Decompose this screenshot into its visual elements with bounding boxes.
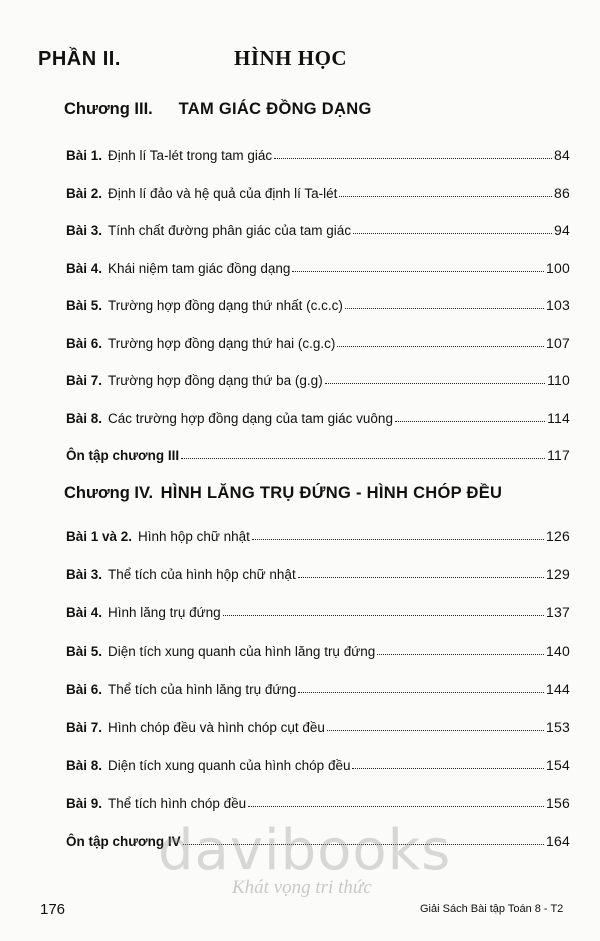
- lesson-title: Khái niệm tam giác đồng dạng: [108, 261, 291, 276]
- dot-leader: [395, 420, 545, 422]
- lesson-title: Diện tích xung quanh của hình chóp đều: [108, 758, 351, 773]
- watermark-slogan: Khát vọng tri thức: [232, 877, 372, 898]
- dot-leader: [352, 767, 544, 769]
- chapter-heading: [64, 100, 372, 119]
- lesson-number: Bài 1 và 2.: [66, 529, 133, 544]
- lesson-title: Định lí Ta-lét trong tam giác: [108, 148, 273, 163]
- part-title: HÌNH HỌC: [234, 46, 348, 70]
- lesson-title: Trường hợp đồng dạng thứ ba (g.g): [108, 373, 323, 388]
- lesson-number: Bài 7.: [66, 373, 103, 388]
- lesson-number: Bài 8.: [66, 411, 103, 426]
- page-number: 103: [546, 297, 570, 313]
- lesson-number: Bài 5.: [66, 298, 103, 313]
- page-number: 137: [546, 604, 570, 620]
- dot-leader: [292, 270, 544, 272]
- dot-leader: [223, 614, 544, 616]
- toc-entry: [66, 562, 570, 582]
- toc-review-entry: [66, 443, 570, 463]
- dot-leader: [353, 232, 552, 234]
- lesson-title: Thể tích của hình hộp chữ nhật: [108, 567, 296, 582]
- lesson-title: Hình lăng trụ đứng: [108, 605, 221, 620]
- dot-leader: [377, 653, 544, 655]
- toc-entry: [66, 600, 570, 620]
- lesson-title: Hình hộp chữ nhật: [138, 529, 250, 544]
- dot-leader: [248, 805, 544, 807]
- watermark-brand: davibooks: [158, 818, 452, 883]
- footer-book-title: Giải Sách Bài tập Toán 8 - T2: [420, 903, 564, 915]
- toc-entry: [66, 143, 570, 163]
- toc-entry: [66, 218, 570, 238]
- lesson-title: Hình chóp đều và hình chóp cụt đều: [108, 720, 325, 735]
- chapter-title: HÌNH LĂNG TRỤ ĐỨNG - HÌNH CHÓP ĐỀU: [160, 484, 503, 502]
- lesson-title: Trường hợp đồng dạng thứ hai (c.g.c): [108, 336, 336, 351]
- toc-entry: [66, 677, 570, 697]
- toc-entry: [66, 256, 570, 276]
- chapter-heading: [64, 484, 502, 503]
- lesson-number: Bài 5.: [66, 644, 103, 659]
- dot-leader: [327, 729, 544, 731]
- page-number: 86: [554, 185, 570, 201]
- dot-leader: [337, 345, 544, 347]
- toc-entry: [66, 639, 570, 659]
- lesson-title: Tính chất đường phân giác của tam giác: [108, 223, 352, 238]
- lesson-number: Bài 4.: [66, 605, 103, 620]
- dot-leader: [339, 195, 552, 197]
- lesson-number: Bài 9.: [66, 796, 103, 811]
- page-number: 114: [547, 410, 570, 426]
- page-number: 117: [547, 447, 570, 463]
- toc-entry: [66, 406, 570, 426]
- lesson-number: Bài 3.: [66, 223, 103, 238]
- lesson-number: Bài 8.: [66, 758, 103, 773]
- toc-entry: [66, 524, 570, 544]
- lesson-title: Thể tích hình chóp đều: [108, 796, 247, 811]
- page-number: 107: [546, 335, 570, 351]
- footer-page-number: 176: [40, 901, 66, 918]
- lesson-number: Bài 7.: [66, 720, 103, 735]
- lesson-number: Bài 6.: [66, 682, 103, 697]
- page-number: 164: [546, 833, 570, 849]
- chapter-number: Chương III.: [64, 100, 153, 118]
- lesson-title: Trường hợp đồng dạng thứ nhất (c.c.c): [108, 298, 343, 313]
- lesson-number: Bài 6.: [66, 336, 103, 351]
- lesson-number: Bài 3.: [66, 567, 103, 582]
- toc-entry: [66, 368, 570, 388]
- page-number: 94: [554, 222, 570, 238]
- review-title: Ôn tập chương III: [66, 448, 180, 463]
- toc-entry: [66, 791, 570, 811]
- lesson-number: Bài 2.: [66, 186, 103, 201]
- lesson-number: Bài 4.: [66, 261, 103, 276]
- lesson-title: Các trường hợp đồng dạng của tam giác vuông: [108, 411, 393, 426]
- toc-entry: [66, 715, 570, 735]
- page-number: 100: [546, 260, 570, 276]
- dot-leader: [325, 382, 545, 384]
- page-number: 156: [546, 795, 570, 811]
- page-number: 140: [546, 643, 570, 659]
- review-title: Ôn tập chương IV: [66, 834, 181, 849]
- lesson-title: Định lí đảo và hệ quả của định lí Ta-lét: [108, 186, 338, 201]
- lesson-title: Diện tích xung quanh của hình lăng trụ đứng: [108, 644, 376, 659]
- dot-leader: [298, 576, 544, 578]
- toc-entry: [66, 293, 570, 313]
- part-label: PHẦN II.: [38, 48, 121, 70]
- toc-entry: [66, 331, 570, 351]
- lesson-title: Thể tích của hình lăng trụ đứng: [108, 682, 297, 697]
- dot-leader: [274, 157, 552, 159]
- page-number: 129: [546, 566, 570, 582]
- toc-entry: [66, 181, 570, 201]
- dot-leader: [181, 457, 545, 459]
- page-number: 110: [547, 372, 570, 388]
- page-number: 126: [546, 528, 570, 544]
- page-number: 154: [546, 757, 570, 773]
- lesson-number: Bài 1.: [66, 148, 103, 163]
- toc-entry: [66, 753, 570, 773]
- chapter-number: Chương IV.: [64, 484, 154, 502]
- dot-leader: [252, 538, 544, 540]
- chapter-title: TAM GIÁC ĐỒNG DẠNG: [178, 100, 372, 118]
- dot-leader: [345, 307, 544, 309]
- page-number: 153: [546, 719, 570, 735]
- dot-leader: [298, 691, 544, 693]
- page-number: 144: [546, 681, 570, 697]
- page-number: 84: [554, 147, 570, 163]
